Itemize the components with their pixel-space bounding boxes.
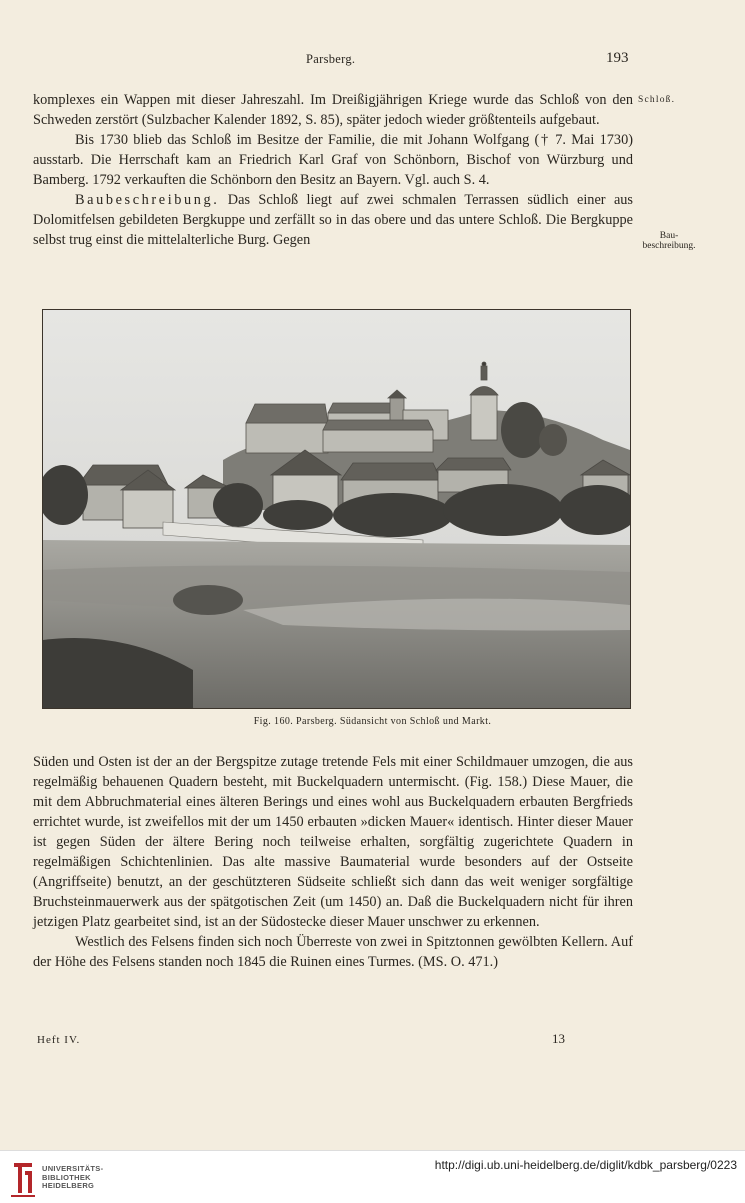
running-head — [0, 50, 745, 72]
margin-note-schloss: Schloß. — [638, 95, 676, 105]
paragraph-text: Das Schloß liegt auf zwei schmalen Terrassen südlich einer aus Dolomitfelsen gebildeten Bergkuppe und zerfällt so in das obere und das untere Schloß. Die Bergkuppe selbst trug einst die mittelalterliche Burg. Gegen — [33, 192, 633, 248]
landscape-photo-illustration — [43, 310, 630, 708]
bottom-text-block — [33, 752, 633, 972]
figure-caption: Fig. 160. Parsberg. Südansicht von Schloß und Markt. — [253, 716, 492, 727]
running-head-title: Parsberg. — [306, 52, 356, 66]
signature-mark: Heft IV. — [37, 1034, 81, 1046]
paragraph: komplexes ein Wappen mit dieser Jahreszahl. Im Dreißigjährigen Kriege wurde das Schloß von den Schweden zerstört (Sulzbacher Kalender 1892, S. 85), später jedoch wieder größtenteils aufgebaut. — [33, 92, 633, 128]
section-heading: Baubeschreibung. — [75, 192, 220, 208]
paragraph: Süden und Osten ist der an der Bergspitze zutage tretende Fels mit einer Schildmauer umzogen, die aus regelmäßig behauenen Quadern besteht, mit Buckelquadern untermischt. (Fig. 158.) Diese Mauer, die mit dem Abbruchmaterial eines älteren Berings und eines wohl aus Buckelquadern erbauten Bergfrieds errichtet wurde, ist zweifellos mit der um 1450 erbauten »dicken Mauer« identisch. Hinter dieser Mauer ist gegen Süden der ältere Bering noch teilweise erhalten, sorgfältig zugerichtete Quadern in regelmäßigen Schichtenlinien. Das alte massive Baumaterial wurde besonders auf der Ostseite (Angriffseite) benutzt, an der geschützteren Südseite schließt sich dann das weit weniger sorgfältige Bruchsteinmauerwerk aus der spätgotischen Zeit (um 1450) an. Daß die Buckelquadern nicht für ihren jetzigen Platz gearbeitet sind, ist an der Südostecke dieser Mauer unschwer zu erkennen. — [33, 754, 633, 930]
margin-note-line-2: beschreibung. — [642, 241, 696, 251]
library-name-line: HEIDELBERG — [42, 1181, 95, 1190]
margin-note-baubeschreibung — [628, 231, 710, 251]
sheet-number: 13 — [552, 1031, 565, 1046]
paragraph: Westlich des Felsens finden sich noch Überreste von zwei in Spitztonnen gewölbten Kellern. Auf der Höhe des Felsens standen noch 1845 die Ruinen eines Turmes. (MS. O. 471.) — [33, 934, 633, 970]
margin-note-line-1: Bau- — [659, 231, 679, 241]
library-name-line: BIBLIOTHEK — [42, 1172, 91, 1182]
library-name-line: UNIVERSITÄTS- — [42, 1164, 104, 1173]
library-logo-icon — [8, 1157, 38, 1199]
figure-photograph — [42, 309, 631, 709]
top-text-block — [33, 90, 633, 250]
library-name — [42, 1165, 103, 1191]
paragraph: Bis 1730 blieb das Schloß im Besitze der Familie, die mit Johann Wolfgang († 7. Mai 1730) ausstarb. Die Herrschaft kam an Friedrich Karl Graf von Schönborn, Bischof von Würzburg und Bamberg. 1792 verkauften die Schönborn den Besitz an Bayern. Vgl. auch S. 4. — [33, 132, 633, 188]
paragraph — [33, 190, 633, 250]
tree — [539, 424, 567, 456]
viewer-bar — [0, 1150, 745, 1203]
permalink-url[interactable]: http://digi.ub.uni-heidelberg.de/diglit/kdbk_parsberg/0223 — [434, 1158, 737, 1172]
bush — [173, 585, 243, 615]
page-number: 193 — [606, 50, 629, 66]
tree — [501, 402, 545, 458]
page-footer — [0, 1031, 745, 1051]
